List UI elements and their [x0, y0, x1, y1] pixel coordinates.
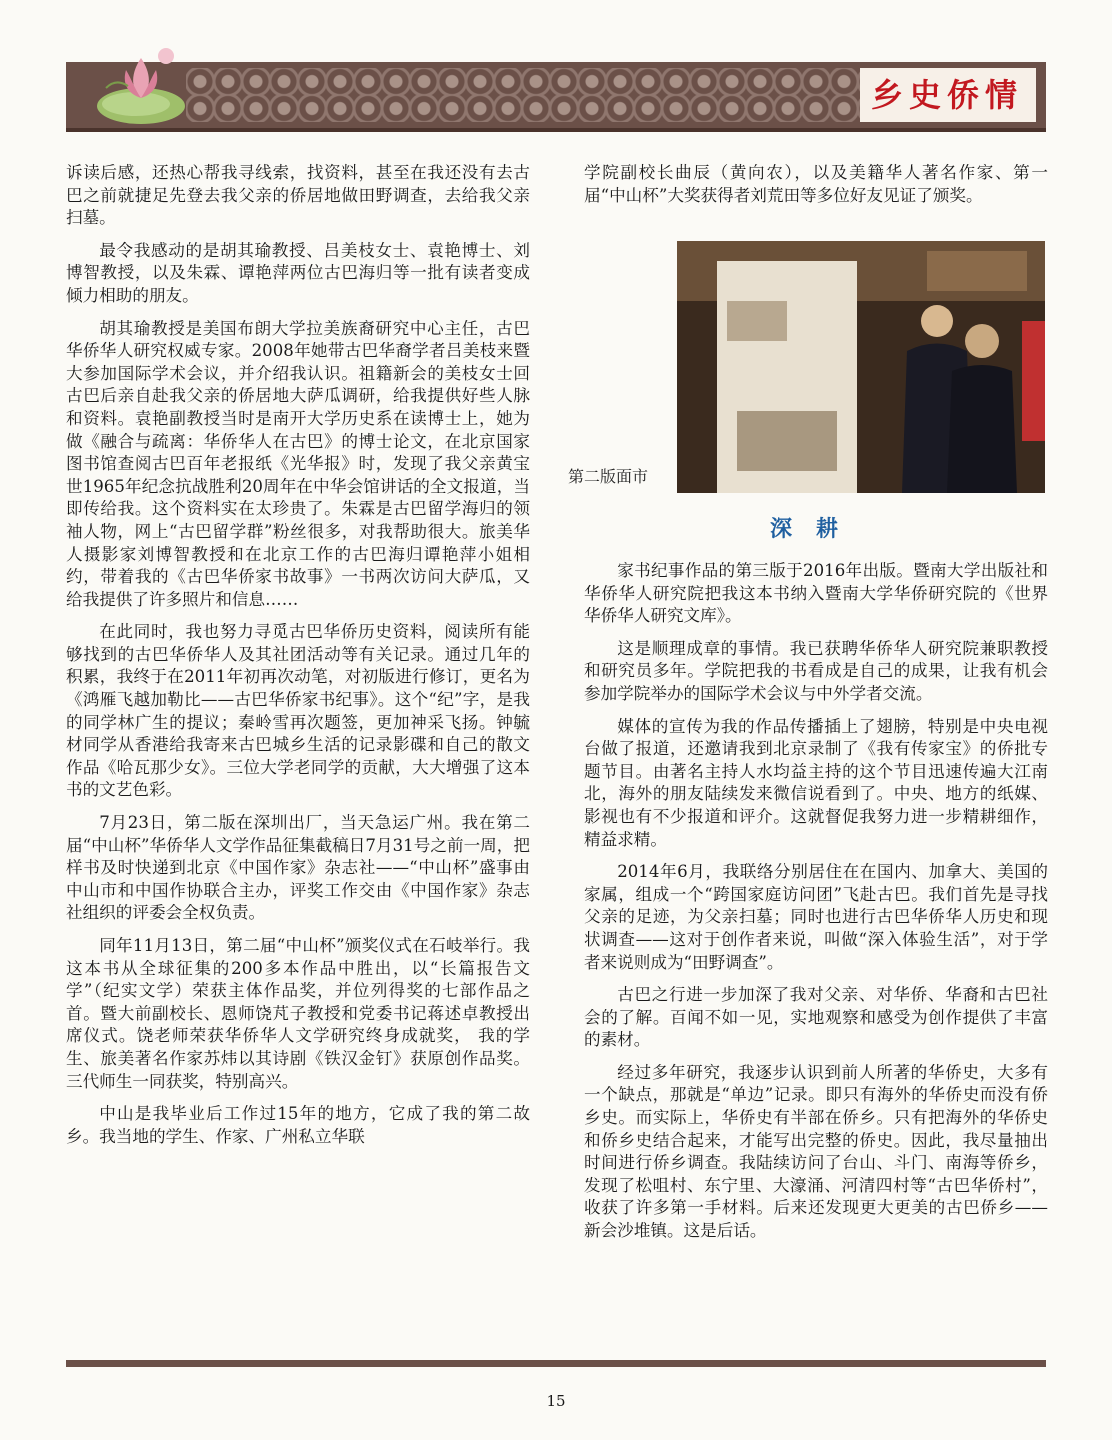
paragraph: 这是顺理成章的事情。我已获聘华侨华人研究院兼职教授和研究员多年。学院把我的书看成是自己的成果，让我有机会参加学院举办的国际学术会议与中外学者交流。 — [584, 638, 1048, 703]
paragraph: 家书纪事作品的第三版于2016年出版。暨南大学出版社和华侨华人研究院把我这本书纳入暨南大学华侨研究院的《世界华侨华人研究文库》。 — [584, 561, 1048, 626]
left-column — [66, 162, 530, 1158]
paragraph: 7月23日，第二版在深圳出厂，当天急运广州。我在第二届“中山杯”华侨华人文学作品征集截稿日7月31号之前一周，把样书及时快递到北京《中国作家》杂志社——“中山杯”盛事由中山市和中国作协联合主办，评奖工作交由《中国作家》杂志社组织的评委会全权负责。 — [66, 813, 530, 923]
right-column — [584, 162, 1048, 217]
header-banner — [66, 62, 1046, 132]
paragraph: 经过多年研究，我逐步认识到前人所著的华侨史，大多有一个缺点，那就是“单边”记录。即只有海外的华侨史而没有侨乡史。而实际上，华侨史有半部在侨乡。只有把海外的华侨史和侨乡史结合起来，才能写出完整的侨史。因此，我尽量抽出时间进行侨乡调查。我陆续访问了台山、斗门、南海等侨乡，发现了松咀村、东宁里、大濠涌、河清四村等“古巴华侨村”，收获了许多第一手材料。后来还发现更大更美的古巴侨乡——新会沙堆镇。这是后话。 — [584, 1062, 1048, 1241]
paragraph: 在此同时，我也努力寻觅古巴华侨历史资料，阅读所有能够找到的古巴华侨华人及其社团活动等有关记录。通过几年的积累，我终于在2011年初再次动笔，对初版进行修订，更名为《鸿雁飞越加勒比——古巴华侨家书纪事》。这个“纪”字，是我的同学林广生的提议；秦岭雪再次题签，更加神采飞扬。钟毓材同学从香港给我寄来古巴城乡生活的记录影碟和自己的散文作品《哈瓦那少女》。三位大学老同学的贡献，大大增强了这本书的文艺色彩。 — [66, 622, 530, 800]
paragraph: 媒体的宣传为我的作品传播插上了翅膀，特别是中央电视台做了报道，还邀请我到北京录制了《我有传家宝》的侨批专题节目。由著名主持人水均益主持的这个节目迅速传遍大江南北，海外的朋友陆续发来微信说看到了。中央、地方的纸媒、影视也有不少报道和评介。这就督促我努力进一步精耕细作，精益求精。 — [584, 716, 1048, 849]
section-title: 乡史侨情 — [870, 76, 1023, 114]
photo-caption: 第二版面市 — [568, 467, 649, 486]
paragraph: 同年11月13日，第二届“中山杯”颁奖仪式在石岐举行。我这本书从全球征集的200多本作品中胜出，以“长篇报告文学”（纪实文学）荣获主体作品奖，并位列得奖的七部作品之首。暨大前副校长、恩师饶芃子教授和党委书记蒋述卓教授出席仪式。饶老师荣获华侨华人文学研究终身成就奖， 我的学生、旅美著名作家苏炜以其诗剧《铁汉金钉》获原创作品奖。三代师生一同获奖，特别高兴。 — [66, 936, 530, 1091]
paragraph: 诉读后感，还热心帮我寻线索，找资料，甚至在我还没有去古巴之前就捷足先登去我父亲的侨居地做田野调查，去给我父亲扫墓。 — [66, 163, 530, 228]
paragraph: 中山是我毕业后工作过15年的地方，它成了我的第二故乡。我当地的学生、作家、广州私立华联 — [66, 1104, 530, 1146]
paragraph: 最令我感动的是胡其瑜教授、吕美枝女士、袁艳博士、刘博智教授，以及朱霖、谭艳萍两位古巴海归等一批有读者变成倾力相助的朋友。 — [66, 240, 530, 305]
section-heading: 深耕 — [769, 516, 862, 542]
paragraph: 2014年6月，我联络分别居住在在国内、加拿大、美国的家属，组成一个“跨国家庭访问团”飞赴古巴。我们首先是寻找父亲的足迹，为父亲扫墓；同时也进行古巴华侨华人历史和现状调查——这对于创作者来说，叫做“深入体验生活”，对于学者来说则成为“田野调查”。 — [584, 862, 1048, 972]
paragraph: 古巴之行进一步加深了我对父亲、对华侨、华裔和古巴社会的了解。百闻不如一见，实地观察和感受为创作提供了丰富的素材。 — [584, 985, 1048, 1050]
paragraph: 胡其瑜教授是美国布朗大学拉美族裔研究中心主任，古巴华侨华人研究权威专家。2008年她带古巴华裔学者吕美枝来暨大参加国际学术会议，并介绍我认识。祖籍新会的美枝女士回古巴后亲自赴我父亲的侨居地大萨瓜调研，给我提供好些人脉和资料。袁艳副教授当时是南开大学历史系在读博士上，她为做《融合与疏离：华侨华人在古巴》的博士论文，在北京国家图书馆查阅古巴百年老报纸《光华报》时，发现了我父亲黄宝世1965年纪念抗战胜利20周年在中华会馆讲话的全文报道，当即传给我。这个资料实在太珍贵了。朱霖是古巴留学海归的领袖人物，网上“古巴留学群”粉丝很多，对我帮助很大。旅美华人摄影家刘博智教授和在北京工作的古巴海归谭艳萍小姐相约，带着我的《古巴华侨家书故事》一书两次访问大萨瓜，又给我提供了许多照片和信息…… — [66, 318, 530, 609]
footer-bar — [66, 1360, 1046, 1367]
book-launch-photo — [677, 241, 1045, 493]
page-number: 15 — [546, 1392, 566, 1410]
paragraph: 学院副校长曲辰（黄向农），以及美籍华人著名作家、第一届“中山杯”大奖获得者刘荒田等多位好友见证了颁奖。 — [584, 163, 1048, 205]
right-column-body — [584, 560, 1048, 1253]
lotus-illustration — [86, 28, 196, 138]
banner-pattern — [186, 68, 866, 122]
